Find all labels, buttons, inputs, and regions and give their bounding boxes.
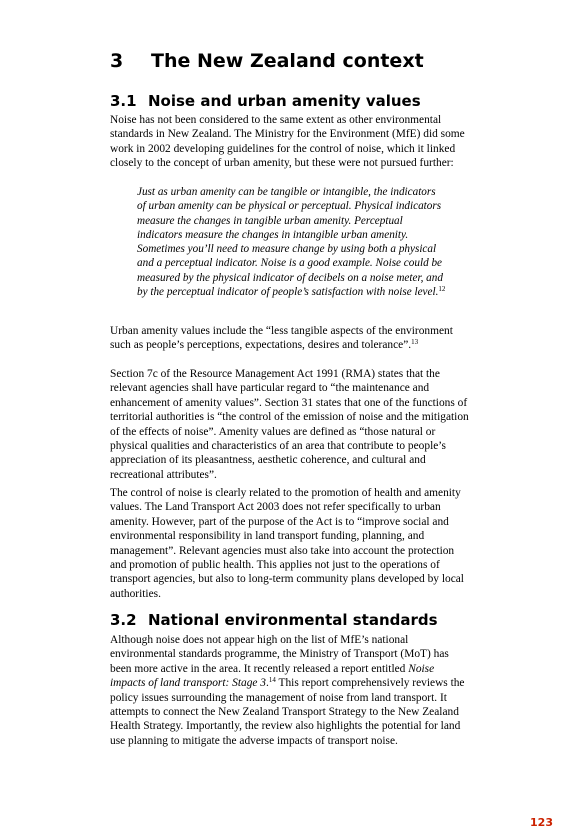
- paragraph-text: Urban amenity values include the “less tangible aspects of the environment such as people’s perceptions, expectations, desires and tolerance”.: [110, 325, 453, 352]
- paragraph: Noise has not been considered to the same extent as other environmental standards in New Zealand. The Ministry for the Environment (MfE) did some work in 2002 developing guidelines for the control of noise, which it linked closely to the concept of urban amenity, but these were not pursued further:: [110, 114, 465, 170]
- block-quote: [137, 185, 447, 299]
- section-title: National environmental standards: [148, 611, 438, 629]
- quote-text: Just as urban amenity can be tangible or intangible, the indicators of urban amenity can be physical or perceptual. Physical indicators measure the changes in tangible urban amenity. Perceptual indicators measure the changes in intangible urban amenity. Sometimes you’ll need to measure change by using both a physical and a perceptual indicator. Noise is a good example. Noise could be measured by the physical indicator of decibels on a noise meter, and by the perceptual indicator of people’s satisfaction with noise level.: [137, 186, 443, 299]
- section-heading-3-1: [110, 92, 421, 110]
- paragraph-text: This report comprehensively reviews the policy issues surrounding the management of noise from land transport. It attempts to connect the New Zealand Transport Strategy to the New Zealand Health Strategy. Importantly, the review also highlights the potential for land use planning to mitigate the adverse impacts of transport noise.: [110, 677, 465, 747]
- section-number: 3.2: [110, 611, 137, 629]
- section-heading-3-2: [110, 611, 438, 629]
- footnote-ref: 13: [411, 338, 419, 347]
- paragraph: Section 7c of the Resource Management Act 1991 (RMA) states that the relevant agencies shall have particular regard to “the maintenance and enhancement of amenity values”. Section 31 states that one of the functions of territorial authorities is “the control of the emission of noise and the mitigation of the effects of noise”. Amenity values are defined as “those natural or physical qualities and characteristics of an area that contribute to people’s appreciation of its pleasantness, aesthetic coherence, and cultural and recreational attributes”.: [110, 368, 469, 481]
- paragraph: [110, 324, 472, 353]
- chapter-number: 3: [110, 50, 124, 72]
- chapter-heading: [110, 50, 424, 72]
- paragraph-text: Although noise does not appear high on the list of MfE’s national environmental standards programme, the Ministry of Transport (MoT) has been more active in the area. It recently released a report entitled: [110, 634, 449, 675]
- section-number: 3.1: [110, 92, 137, 110]
- report-title: Noise impacts of land transport: Stage 3: [110, 662, 435, 690]
- page-number: 123: [530, 816, 553, 829]
- paragraph: The control of noise is clearly related to the promotion of health and amenity values. The Land Transport Act 2003 does not refer specifically to urban amenity. However, part of the purpose of the Act is to “improve social and environmental responsibility in land transport funding, planning, and management”. Relevant agencies must also take into account the protection and promotion of public health. This applies not just to the operations of transport agencies, but also to long-term community plans developed by local authorities.: [110, 487, 464, 600]
- footnote-ref: 14: [268, 676, 276, 685]
- footnote-ref: 12: [438, 285, 446, 294]
- section-title: Noise and urban amenity values: [148, 92, 421, 110]
- paragraph: Although noise does not appear high on the list of MfE’s national environmental standards programme, the Ministry of Transport (MoT) has been more active in the area. It recently released a report entitled Noise impacts of land transport: Stage 3.14 This report comprehensively reviews the policy issues surrounding the management of noise from land transport. It attempts to connect the New Zealand Transport Strategy to the New Zealand Health Strategy. Importantly, the review also highlights the potential for land use planning to mitigate the adverse impacts of transport noise.: [110, 634, 465, 747]
- chapter-title: The New Zealand context: [151, 50, 424, 72]
